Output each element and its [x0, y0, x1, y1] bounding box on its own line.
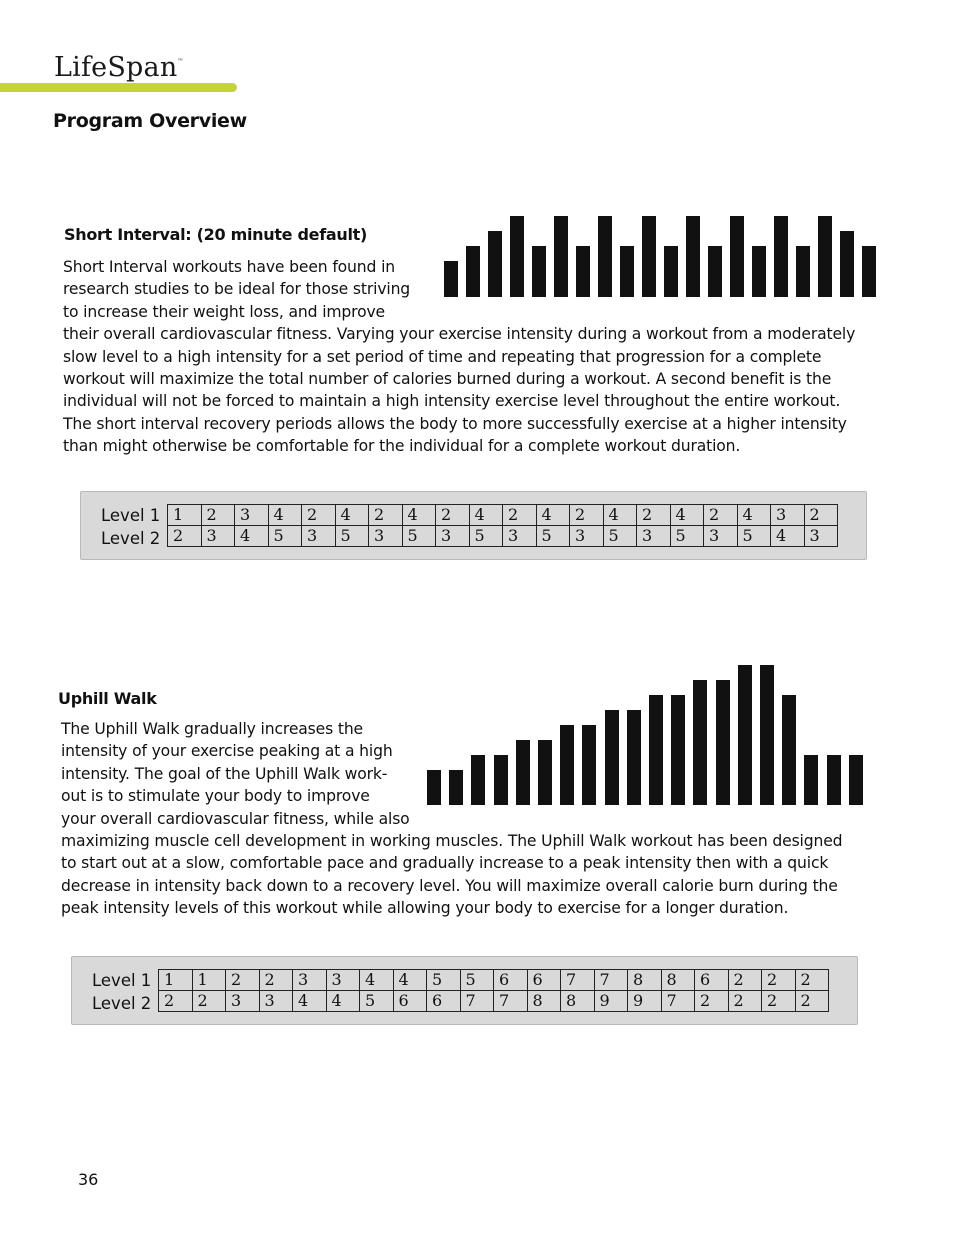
profile-bar [642, 216, 656, 297]
brand-accent-bar [0, 83, 237, 92]
level1-cell: 1 [168, 505, 202, 526]
level1-cell: 7 [594, 970, 628, 991]
profile-bar [449, 770, 463, 805]
profile-bar [532, 246, 546, 297]
level1-cell: 2 [302, 505, 336, 526]
profile-bar [752, 246, 766, 297]
text-line: peak intensity levels of this workout while allowing your body to exercise for a longer duration. [61, 899, 789, 918]
level2-cell: 4 [326, 991, 360, 1012]
level1-cell: 2 [637, 505, 671, 526]
profile-bar [818, 216, 832, 297]
level2-cell: 5 [536, 526, 570, 547]
profile-bar [466, 246, 480, 297]
level2-cell: 2 [795, 991, 829, 1012]
level2-cell: 7 [460, 991, 494, 1012]
level2-cell: 3 [503, 526, 537, 547]
profile-bar [760, 665, 774, 805]
short-interval-profile-graph [444, 200, 880, 297]
level2-cell: 5 [469, 526, 503, 547]
level2-cell: 3 [259, 991, 293, 1012]
level2-row [159, 991, 829, 1012]
profile-bar [862, 246, 876, 297]
text-line: to increase their weight loss, and improve [63, 302, 385, 321]
profile-bar [488, 231, 502, 297]
profile-bar [782, 695, 796, 805]
level2-row [168, 526, 838, 547]
profile-bar [554, 216, 568, 297]
level2-cell: 7 [494, 991, 528, 1012]
level1-cell: 2 [369, 505, 403, 526]
level2-cell: 9 [594, 991, 628, 1012]
profile-bar [686, 216, 700, 297]
short-interval-levels-grid [167, 504, 838, 547]
level2-cell: 2 [762, 991, 796, 1012]
text-line: intensity. The goal of the Uphill Walk work- [61, 764, 388, 783]
text-line: their overall cardiovascular fitness. Varying your exercise intensity during a workout from a moderately [63, 325, 856, 344]
level1-cell: 7 [561, 970, 595, 991]
level2-cell: 5 [670, 526, 704, 547]
text-line: individual will not be forced to maintain a high intensity exercise level throughout the entire workout. [63, 392, 841, 411]
profile-bar [516, 740, 530, 805]
short-interval-title: Short Interval: (20 minute default) [64, 225, 367, 244]
profile-bar [827, 755, 841, 805]
level-1-label: Level 1 [92, 971, 152, 990]
level1-cell: 2 [704, 505, 738, 526]
level2-cell: 7 [661, 991, 695, 1012]
profile-bar [730, 216, 744, 297]
level2-cell: 6 [393, 991, 427, 1012]
profile-bar [560, 725, 574, 805]
level1-cell: 2 [436, 505, 470, 526]
level1-cell: 2 [226, 970, 260, 991]
level1-cell: 2 [570, 505, 604, 526]
level2-cell: 3 [201, 526, 235, 547]
profile-bar [471, 755, 485, 805]
profile-bar [671, 695, 685, 805]
profile-bar [708, 246, 722, 297]
level1-row [159, 970, 829, 991]
profile-bar [774, 216, 788, 297]
level1-cell: 5 [427, 970, 461, 991]
profile-bar [716, 680, 730, 805]
level1-cell: 8 [661, 970, 695, 991]
text-line: your overall cardiovascular fitness, while also [61, 809, 410, 828]
level1-cell: 3 [293, 970, 327, 991]
profile-bar [796, 246, 810, 297]
level1-cell: 4 [469, 505, 503, 526]
text-line: out is to stimulate your body to improve [61, 787, 370, 806]
text-line: decrease in intensity back down to a recovery level. You will maximize overall calorie burn during the [61, 876, 838, 895]
level1-cell: 2 [259, 970, 293, 991]
profile-bar [840, 231, 854, 297]
level2-cell: 3 [369, 526, 403, 547]
level2-cell: 3 [704, 526, 738, 547]
level2-cell: 3 [302, 526, 336, 547]
profile-bar [427, 770, 441, 805]
level2-cell: 2 [695, 991, 729, 1012]
level1-cell: 2 [804, 505, 838, 526]
level-2-label: Level 2 [92, 994, 152, 1013]
level2-cell: 8 [561, 991, 595, 1012]
profile-bar [738, 665, 752, 805]
level1-cell: 2 [503, 505, 537, 526]
profile-bar [627, 710, 641, 805]
level1-cell: 3 [326, 970, 360, 991]
profile-bar [849, 755, 863, 805]
level-labels [92, 969, 151, 1015]
text-line: The Uphill Walk gradually increases the [61, 720, 364, 738]
level2-cell: 5 [603, 526, 637, 547]
level1-cell: 4 [360, 970, 394, 991]
level2-cell: 6 [427, 991, 461, 1012]
uphill-walk-levels-grid [158, 969, 829, 1012]
profile-bar [693, 680, 707, 805]
profile-bar [620, 246, 634, 297]
level1-cell: 2 [762, 970, 796, 991]
level2-cell: 2 [159, 991, 193, 1012]
level1-cell: 6 [527, 970, 561, 991]
short-interval-level-table [80, 491, 867, 560]
page-number: 36 [78, 1170, 99, 1189]
level2-cell: 5 [737, 526, 771, 547]
level2-cell: 5 [402, 526, 436, 547]
level2-cell: 4 [771, 526, 805, 547]
uphill-walk-title: Uphill Walk [58, 689, 157, 708]
text-line: than might otherwise be comfortable for the individual for a complete workout duration. [63, 437, 741, 456]
level1-cell: 4 [335, 505, 369, 526]
text-line: workout will maximize the total number of calories burned during a workout. A second benefit is the [63, 370, 832, 389]
level1-cell: 6 [494, 970, 528, 991]
level1-cell: 2 [795, 970, 829, 991]
text-line: Short Interval workouts have been found in [63, 258, 395, 276]
profile-bar [664, 246, 678, 297]
level2-cell: 5 [360, 991, 394, 1012]
level2-cell: 4 [293, 991, 327, 1012]
level1-cell: 4 [393, 970, 427, 991]
level1-cell: 4 [536, 505, 570, 526]
level1-row [168, 505, 838, 526]
profile-bar [605, 710, 619, 805]
level1-cell: 3 [771, 505, 805, 526]
level2-cell: 3 [804, 526, 838, 547]
level2-cell: 9 [628, 991, 662, 1012]
text-line: maximizing muscle cell development in working muscles. The Uphill Walk workout has been designed [61, 832, 843, 851]
level2-cell: 2 [728, 991, 762, 1012]
level2-cell: 2 [192, 991, 226, 1012]
level1-cell: 4 [603, 505, 637, 526]
profile-bar [444, 261, 458, 297]
level2-cell: 8 [527, 991, 561, 1012]
level1-cell: 2 [728, 970, 762, 991]
level1-cell: 4 [402, 505, 436, 526]
profile-bar [576, 246, 590, 297]
level2-cell: 5 [268, 526, 302, 547]
level1-cell: 1 [192, 970, 226, 991]
brand-logo [54, 52, 184, 83]
level-2-label: Level 2 [101, 529, 161, 548]
level2-cell: 2 [168, 526, 202, 547]
level1-cell: 4 [268, 505, 302, 526]
page-heading: Program Overview [53, 110, 247, 132]
level1-cell: 6 [695, 970, 729, 991]
text-line: The short interval recovery periods allows the body to more successfully exercise at a higher intensity [63, 414, 847, 433]
level1-cell: 2 [201, 505, 235, 526]
level1-cell: 4 [670, 505, 704, 526]
profile-bar [582, 725, 596, 805]
level1-cell: 8 [628, 970, 662, 991]
uphill-walk-profile-graph [427, 650, 867, 805]
level2-cell: 3 [226, 991, 260, 1012]
profile-bar [510, 216, 524, 297]
text-line: slow level to a high intensity for a set period of time and repeating that progression for a complete [63, 347, 822, 366]
level2-cell: 4 [235, 526, 269, 547]
level1-cell: 3 [235, 505, 269, 526]
level-labels [101, 504, 160, 550]
brand-name: LifeSpan [54, 52, 178, 83]
uphill-walk-level-table [71, 956, 858, 1025]
text-line: research studies to be ideal for those striving [63, 280, 411, 299]
level2-cell: 5 [335, 526, 369, 547]
profile-bar [494, 755, 508, 805]
level2-cell: 3 [570, 526, 604, 547]
text-line: intensity of your exercise peaking at a high [61, 742, 393, 761]
profile-bar [598, 216, 612, 297]
level2-cell: 3 [637, 526, 671, 547]
trademark-mark: ™ [177, 58, 184, 65]
level-1-label: Level 1 [101, 506, 161, 525]
profile-bar [538, 740, 552, 805]
level1-cell: 1 [159, 970, 193, 991]
level1-cell: 5 [460, 970, 494, 991]
profile-bar [804, 755, 818, 805]
profile-bar [649, 695, 663, 805]
text-line: to start out at a slow, comfortable pace and gradually increase to a peak intensity then with a quick [61, 854, 829, 873]
level1-cell: 4 [737, 505, 771, 526]
level2-cell: 3 [436, 526, 470, 547]
